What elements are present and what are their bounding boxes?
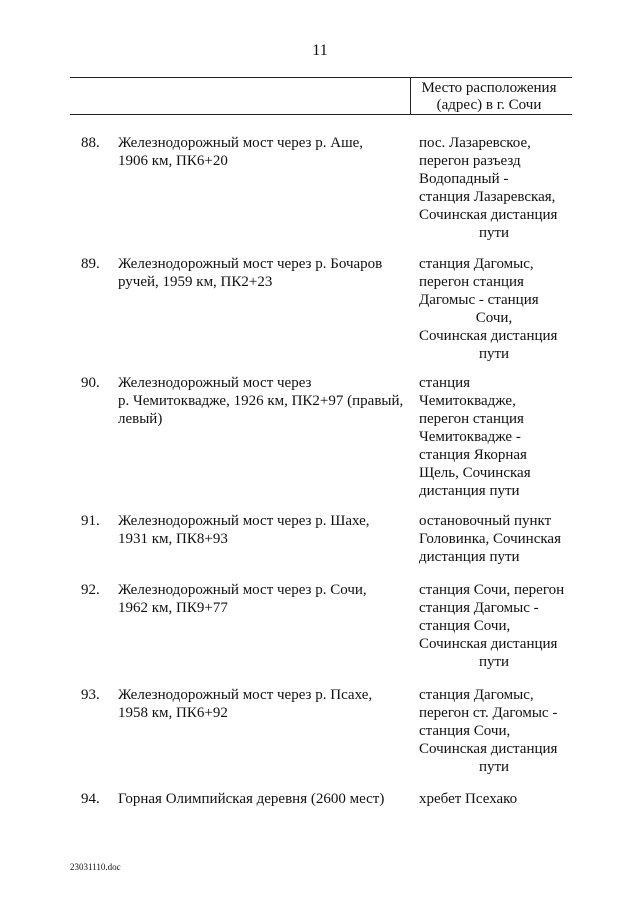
object-location: [419, 134, 569, 242]
table-top-rule: [70, 77, 572, 78]
location-line: станция Якорная: [419, 447, 527, 463]
description-line: Железнодорожный мост через р. Бочаров: [118, 256, 383, 272]
object-description: [118, 134, 404, 170]
location-line: Чемитоквадже -: [419, 429, 521, 445]
location-line: дистанция пути: [419, 483, 520, 499]
location-line: Водопадный -: [419, 171, 509, 187]
location-line: Сочинская дистанция: [419, 636, 558, 652]
location-line: Чемитоквадже,: [419, 393, 516, 409]
row-number: 93.: [81, 687, 100, 703]
location-line: станция Дагомыс,: [419, 256, 534, 272]
location-line: остановочный пункт: [419, 513, 552, 529]
location-line: станция Сочи,: [419, 723, 511, 739]
object-location: [419, 512, 569, 566]
description-line: левый): [118, 411, 163, 427]
location-line: станция Сочи,: [419, 618, 511, 634]
location-line: Щель, Сочинская: [419, 465, 531, 481]
object-description: [118, 374, 404, 428]
object-description: [118, 512, 404, 548]
document-filename: 23031110.doc: [70, 862, 121, 872]
page-number: 11: [312, 42, 328, 59]
location-header-line: (адрес) в г. Сочи: [436, 97, 542, 113]
location-line: пути: [478, 346, 510, 362]
object-description: [118, 255, 404, 291]
location-line: Головинка, Сочинская: [419, 531, 561, 547]
row-number: 94.: [81, 791, 100, 807]
description-line: 1906 км, ПК6+20: [118, 153, 228, 169]
header-divider: [410, 77, 411, 114]
description-line: Железнодорожный мост через: [118, 375, 312, 391]
object-location: [419, 581, 569, 671]
location-line: Сочи,: [475, 310, 513, 326]
description-line: 1931 км, ПК8+93: [118, 531, 228, 547]
description-line: Железнодорожный мост через р. Псахе,: [118, 687, 373, 703]
location-line: перегон станция: [419, 274, 524, 290]
location-line: хребет Псехако: [419, 791, 518, 807]
location-line: станция Дагомыс -: [419, 600, 539, 616]
location-line: пути: [478, 654, 510, 670]
location-line: Сочинская дистанция: [419, 741, 558, 757]
location-line: перегон ст. Дагомыс -: [419, 705, 558, 721]
location-line: станция Сочи, перегон: [419, 582, 565, 598]
description-line: Горная Олимпийская деревня (2600 мест): [118, 791, 385, 807]
description-line: Железнодорожный мост через р. Шахе,: [118, 513, 370, 529]
row-number: 88.: [81, 135, 100, 151]
description-line: Железнодорожный мост через р. Сочи,: [118, 582, 367, 598]
location-line: Дагомыс - станция: [419, 292, 539, 308]
object-location: [419, 255, 569, 363]
location-line: дистанция пути: [419, 549, 520, 565]
location-line: станция Дагомыс,: [419, 687, 534, 703]
location-line: перегон разъезд: [419, 153, 521, 169]
object-description: [118, 686, 404, 722]
description-line: р. Чемитоквадже, 1926 км, ПК2+97 (правый,: [118, 393, 404, 409]
table-header-rule: [70, 114, 572, 115]
object-description: [118, 790, 404, 808]
row-number: 91.: [81, 513, 100, 529]
object-location: [419, 686, 569, 776]
object-description: [118, 581, 404, 617]
description-line: 1962 км, ПК9+77: [118, 600, 228, 616]
location-line: перегон станция: [419, 411, 524, 427]
location-column-header: [414, 80, 564, 114]
object-location: [419, 790, 569, 808]
object-location: [419, 374, 569, 500]
row-number: 92.: [81, 582, 100, 598]
row-number: 89.: [81, 256, 100, 272]
location-line: пос. Лазаревское,: [419, 135, 531, 151]
location-line: Сочинская дистанция: [419, 207, 558, 223]
location-header-line: Место расположения: [421, 80, 557, 96]
description-line: ручей, 1959 км, ПК2+23: [118, 274, 273, 290]
row-number: 90.: [81, 375, 100, 391]
location-line: станция Лазаревская,: [419, 189, 556, 205]
location-line: Сочинская дистанция: [419, 328, 558, 344]
description-line: 1958 км, ПК6+92: [118, 705, 228, 721]
location-line: пути: [478, 225, 510, 241]
description-line: Железнодорожный мост через р. Аше,: [118, 135, 364, 151]
location-line: пути: [478, 759, 510, 775]
location-line: станция: [419, 375, 471, 391]
